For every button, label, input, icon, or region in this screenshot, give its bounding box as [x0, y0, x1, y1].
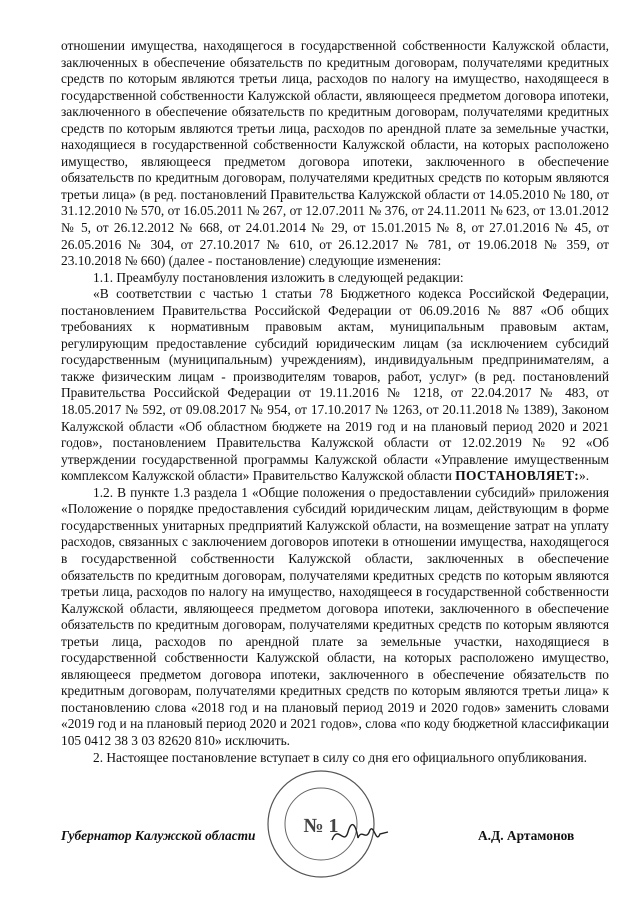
signature-position: Губернатор Калужской области [61, 828, 256, 843]
postanovlyaet-keyword: ПОСТАНОВЛЯЕТ: [455, 468, 580, 484]
paragraph-preamble [61, 286, 609, 485]
preamble-text: «В соответствии с частью 1 статьи 78 Бюджетного кодекса Российской Федерации, постановлением Правительства Российской Федерации от 06.09.2016 № 887 «Об общих требованиях к нормативным правовым актам, муниципальным правовым актам, регулирующим предоставление субсидий юридическим лицам (за исключением субсидий государственным (муниципальным) учреждениям), индивидуальным предпринимателям, а также физическим лицам - производителям товаров, работ, услуг» (в ред. постановлений Правительства Российской Федерации от 19.11.2016 № 1218, от 22.04.2017 № 483, от 18.05.2017 № 592, от 09.08.2017 № 954, от 17.10.2017 № 1263, от 20.11.2018 № 1389), Законом Калужской области «Об областном бюджете на 2019 год и на плановый период 2020 и 2021 годов», постановлением Правительства Калужской области от 12.02.2019 № 92 «Об утверждении государственной программы Калужской области «Управление имущественным комплексом Калужской области» Правительство Калужской области [61, 286, 609, 484]
paragraph-intro: отношении имущества, находящегося в государственной собственности Калужской области, заключенных в обеспечение обязательств по кредитным договорам, получателями кредитных средств по которым являются третьи лица, расходов по налогу на имущество, находящееся в государственной собственности Калужской области, являющееся предметом договора ипотеки, заключенного в обеспечение обязательств по кредитным договорам, получателями кредитных средств по которым являются третьи лица, расходов по арендной плате за земельные участки, находящиеся в государственной собственности Калужской области, на которых расположено имущество, являющееся предметом договора ипотеки, заключенного в обеспечение обязательств по кредитным договорам, получателями кредитных средств по которым являются третьи лица» (в ред. постановлений Правительства Калужской области от 14.05.2010 № 180, от 31.12.2010 № 570, от 16.05.2011 № 267, от 12.07.2011 № 376, от 24.11.2011 № 623, от 13.01.2012 № 5, от 26.12.2012 № 668, от 24.01.2014 № 29, от 15.01.2015 № 8, от 27.01.2016 № 45, от 26.05.2016 № 304, от 27.10.2017 № 610, от 26.12.2017 № 781, от 19.06.2018 № 359, от 23.10.2018 № 660) (далее - постановление) следующие изменения: [61, 38, 609, 269]
paragraph-2: 2. Настоящее постановление вступает в силу со дня его официального опубликования. [93, 749, 587, 765]
handwritten-signature [330, 820, 390, 848]
document-body [61, 38, 609, 766]
paragraph-1-1: 1.1. Преамбулу постановления изложить в следующей редакции: [93, 269, 464, 285]
paragraph-1-2: 1.2. В пункте 1.3 раздела 1 «Общие положения о предоставлении субсидий» приложения «Положение о порядке предоставления субсидий юридическим лицам, действующим в форме государственных унитарных предприятий Калужской области, на возмещение затрат на уплату расходов, связанных с заключением договоров ипотеки в отношении имущества, находящегося в государственной собственности Калужской области, заключенных в обеспечение обязательств по кредитным договорам, получателями кредитных средств по которым являются третьи лица, расходов по налогу на имущество, находящееся в государственной собственности Калужской области, являющееся предметом договора ипотеки, заключенного в обеспечение обязательств по кредитным договорам, получателями кредитных средств по которым являются третьи лица, расходов по арендной плате за земельные участки, находящиеся в государственной собственности Калужской области, на которых расположено имущество, являющееся предметом договора ипотеки, заключенного в обеспечение обязательств по кредитным договорам, получателями кредитных средств по которым являются третьи лица» к постановлению слова «2018 год и на плановый период 2019 и 2020 годов» заменить словами «2019 год и на плановый период 2020 и 2021 годов», слова «по коду бюджетной классификации 105 0412 38 3 03 82620 810» исключить. [61, 484, 609, 748]
stamp-number: № 1 [303, 815, 339, 837]
preamble-tail: ». [579, 468, 590, 484]
signature-name: А.Д. Артамонов [478, 828, 575, 843]
